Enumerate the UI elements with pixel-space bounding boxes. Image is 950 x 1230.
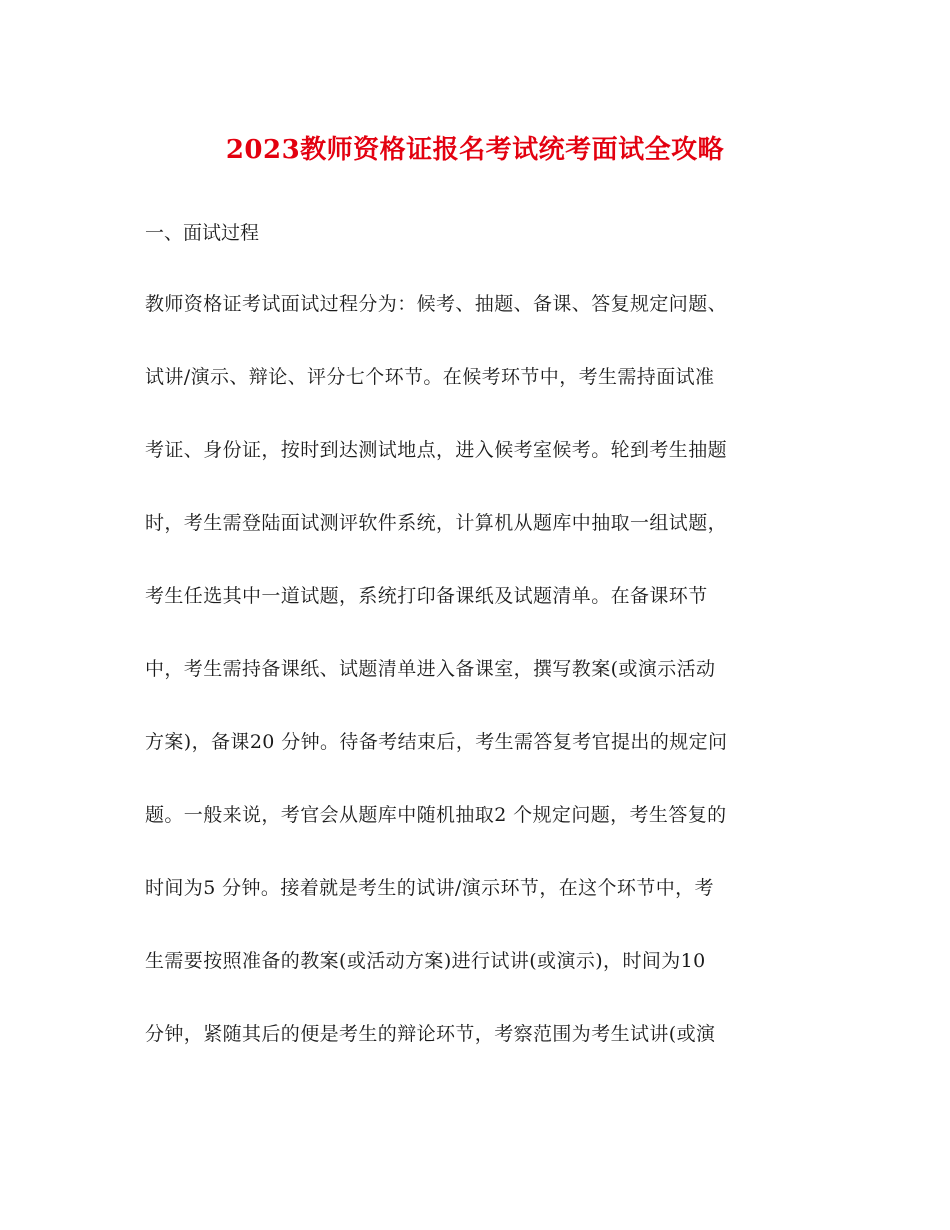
body-line: 方案)，备课20 分钟。待备考结束后，考生需答复考官提出的规定问 bbox=[145, 731, 728, 753]
body-line: 时间为5 分钟。接着就是考生的试讲/演示环节，在这个环节中，考 bbox=[145, 877, 714, 899]
body-line: 题。一般来说，考官会从题库中随机抽取2 个规定问题，考生答复的 bbox=[145, 804, 727, 826]
body-line: 时，考生需登陆面试测评软件系统，计算机从题库中抽取一组试题， bbox=[145, 512, 728, 534]
section-heading: 一、面试过程 bbox=[145, 222, 260, 244]
body-line: 考证、身份证，按时到达测试地点，进入候考室候考。轮到考生抽题 bbox=[145, 439, 728, 461]
body-line: 分钟，紧随其后的便是考生的辩论环节，考察范围为考生试讲(或演 bbox=[145, 1023, 716, 1045]
document-title: 2023教师资格证报名考试统考面试全攻略 bbox=[225, 135, 725, 165]
body-line: 教师资格证考试面试过程分为：候考、抽题、备课、答复规定问题、 bbox=[145, 293, 728, 315]
body-line: 考生任选其中一道试题，系统打印备课纸及试题清单。在备课环节 bbox=[145, 585, 708, 607]
body-line: 生需要按照准备的教案(或活动方案)进行试讲(或演示)，时间为10 bbox=[145, 950, 706, 972]
body-line: 中，考生需持备课纸、试题清单进入备课室，撰写教案(或演示活动 bbox=[145, 658, 716, 680]
body-line: 试讲/演示、辩论、评分七个环节。在候考环节中，考生需持面试准 bbox=[145, 366, 715, 388]
